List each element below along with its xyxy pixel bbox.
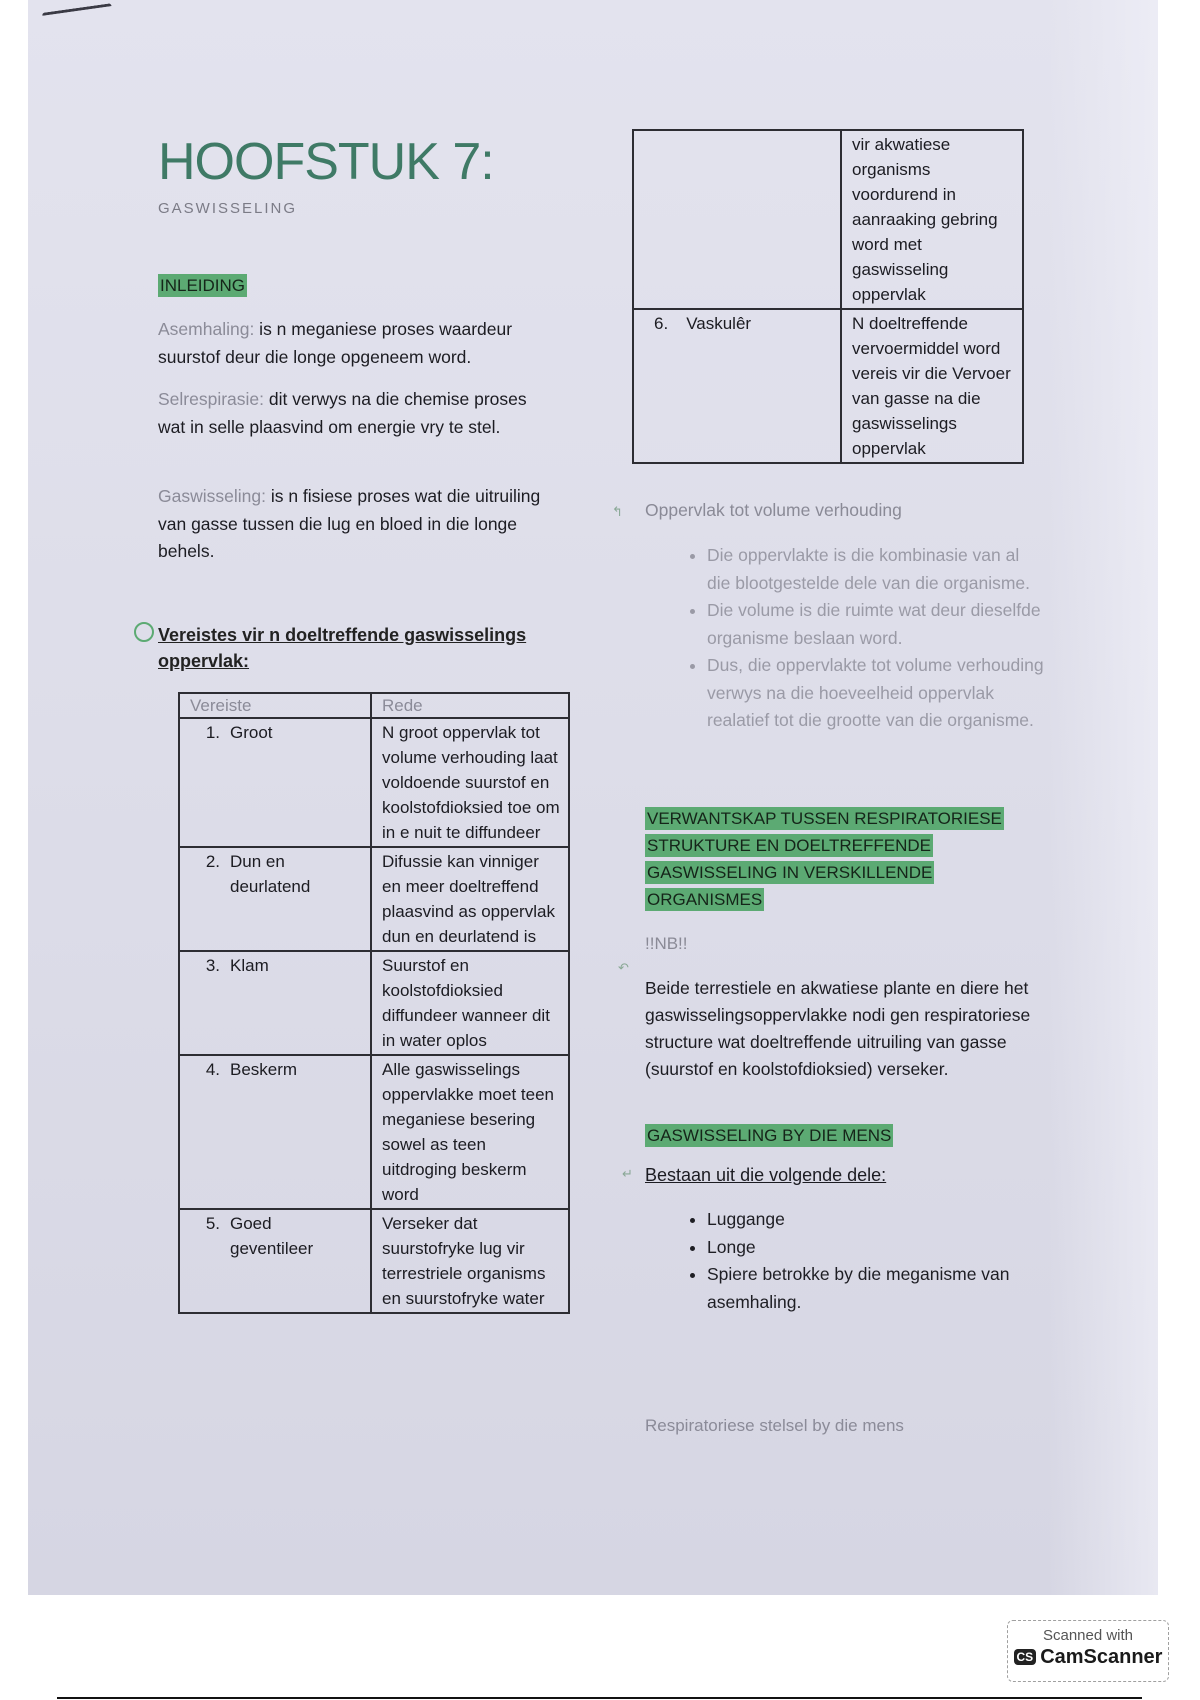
requirement-cell bbox=[633, 130, 841, 309]
reason-cell: N doeltreffende vervoermiddel word vereis vir die Vervoer van gasse na die gaswisselings oppervlak bbox=[841, 309, 1023, 463]
table-row bbox=[179, 847, 569, 951]
reason-cell: Difussie kan vinniger en meer doeltreffend plaasvind as oppervlak dun en deurlatend is bbox=[371, 847, 569, 951]
intro-heading bbox=[158, 272, 247, 299]
requirement-number: 1. bbox=[205, 723, 220, 742]
relation-heading bbox=[645, 805, 1035, 913]
reason-cell: Alle gaswisselings oppervlakke moet teen meganiese besering sowel as teen uitdroging beskerm word bbox=[371, 1055, 569, 1209]
left-column bbox=[158, 120, 578, 561]
chapter-subtitle: GASWISSELING bbox=[158, 200, 298, 217]
relation-heading-line: GASWISSELING IN VERSKILLENDE bbox=[647, 863, 933, 882]
requirement-name: Beskerm bbox=[230, 1060, 298, 1079]
requirement-number: 4. bbox=[205, 1060, 220, 1079]
definition-term: Asemhaling: bbox=[158, 319, 255, 339]
nb-label: !!NB!! bbox=[645, 934, 688, 953]
table-row bbox=[179, 1209, 569, 1313]
requirements-table-continued bbox=[632, 129, 1024, 464]
requirement-name: Klam bbox=[230, 956, 269, 975]
reason-cell: N groot oppervlak tot volume verhouding laat voldoende suurstof en koolstofdioksied toe om in e nuit te diffundeer bbox=[371, 718, 569, 847]
reason-cell: vir akwatiese organisms voordurend in aanraaking gebring word met gaswisseling oppervlak bbox=[841, 130, 1023, 309]
handwritten-mark-1: ↰ bbox=[612, 504, 623, 519]
relation-heading-line: STRUKTURE EN DOELTREFFENDE bbox=[647, 836, 931, 855]
definition-text: is n meganiese proses waardeur suurstof deur die longe opgeneem word. bbox=[158, 319, 513, 367]
parts-list bbox=[645, 1206, 1025, 1316]
requirement-cell bbox=[179, 847, 371, 951]
bottom-rule bbox=[57, 1697, 1142, 1699]
requirement-number: 5. bbox=[205, 1214, 220, 1233]
page-edge-shadow bbox=[1048, 0, 1158, 1595]
requirement-number: 6. bbox=[654, 314, 669, 333]
definition-term: Selrespirasie: bbox=[158, 389, 265, 409]
definition-text: is n fisiese proses wat die uitruiling van gasse tussen die lug en bloed in die longe behels. bbox=[158, 486, 541, 561]
pen-mark bbox=[42, 3, 112, 20]
camscanner-logo-icon: CS bbox=[1014, 1649, 1037, 1665]
requirement-cell bbox=[179, 951, 371, 1055]
handwritten-circle-mark bbox=[134, 622, 154, 642]
human-heading bbox=[645, 1122, 1035, 1149]
parts-section bbox=[645, 1206, 1025, 1316]
human-heading-text: GASWISSELING BY DIE MENS bbox=[647, 1126, 892, 1145]
ratio-points bbox=[645, 542, 1045, 735]
reason-cell: Suurstof en koolstofdioksied diffundeer wanneer dit in water oplos bbox=[371, 951, 569, 1055]
requirement-number: 2. bbox=[205, 852, 220, 871]
requirement-name: Groot bbox=[230, 723, 273, 742]
requirement-number: 3. bbox=[205, 956, 220, 975]
table-header-row bbox=[179, 693, 569, 718]
requirement-cell bbox=[179, 718, 371, 847]
figure-caption: Respiratoriese stelsel by die mens bbox=[645, 1416, 904, 1435]
camscanner-brand-text: CamScanner bbox=[1040, 1646, 1163, 1668]
list-item: • Luggange bbox=[707, 1206, 1025, 1234]
column-header: Vereiste bbox=[179, 693, 371, 718]
relation-heading-line: ORGANISMES bbox=[647, 890, 763, 909]
nb-text: Beide terrestiele en akwatiese plante en diere het gaswisselingsoppervlakke nodi gen respiratoriese structure wat doeltreffende uitruiling van gasse (suurstof en koolstofdioksied) verseker. bbox=[645, 978, 1031, 1079]
definition-asemhaling bbox=[158, 316, 553, 371]
table-row bbox=[633, 130, 1023, 309]
definition-gaswisseling bbox=[158, 483, 553, 566]
list-item: • Spiere betrokke by die meganisme van asemhaling. bbox=[707, 1261, 1025, 1316]
camscanner-brand bbox=[1008, 1646, 1168, 1669]
requirements-table bbox=[178, 692, 570, 1314]
requirement-cell bbox=[179, 1209, 371, 1313]
scanned-with-text: Scanned with bbox=[1042, 1627, 1134, 1644]
list-item: • Die oppervlakte is die kombinasie van al die blootgestelde dele van die organisme. bbox=[707, 542, 1045, 597]
list-item: • Die volume is die ruimte wat deur dieselfde organisme beslaan word. bbox=[707, 597, 1045, 652]
reason-cell: Verseker dat suurstofryke lug vir terrestriele organisms en suurstofryke water bbox=[371, 1209, 569, 1313]
requirement-cell bbox=[179, 1055, 371, 1209]
table-row bbox=[179, 718, 569, 847]
relation-heading-line: VERWANTSKAP TUSSEN RESPIRATORIESE bbox=[647, 809, 1002, 828]
table-row bbox=[179, 1055, 569, 1209]
list-item: • Dus, die oppervlakte tot volume verhouding verwys na die hoeveelheid oppervlak realatief tot die grootte van die organisme. bbox=[707, 652, 1045, 735]
definition-selrespirasie bbox=[158, 386, 553, 441]
definition-term: Gaswisseling: bbox=[158, 486, 266, 506]
camscanner-badge bbox=[1007, 1620, 1169, 1682]
table-row bbox=[179, 951, 569, 1055]
column-header: Rede bbox=[371, 693, 569, 718]
handwritten-mark-2: ↶ bbox=[618, 960, 629, 975]
table-row bbox=[633, 309, 1023, 463]
chapter-title: HOOFSTUK 7: bbox=[158, 133, 494, 191]
requirement-name: Vaskulêr bbox=[686, 314, 752, 333]
ratio-heading: Oppervlak tot volume verhouding bbox=[645, 500, 902, 520]
requirement-cell bbox=[633, 309, 841, 463]
definition-text: dit verwys na die chemise proses wat in selle plaasvind om energie vry te stel. bbox=[158, 389, 527, 437]
handwritten-mark-3: ↵ bbox=[622, 1166, 633, 1181]
intro-heading-text: INLEIDING bbox=[160, 276, 246, 295]
ratio-list bbox=[645, 542, 1045, 735]
parts-heading: Bestaan uit die volgende dele: bbox=[645, 1165, 887, 1185]
requirements-heading: Vereistes vir n doeltreffende gaswisselings oppervlak: bbox=[158, 625, 527, 671]
requirement-name: Goed geventileer bbox=[230, 1214, 314, 1258]
requirement-name: Dun en deurlatend bbox=[230, 852, 311, 896]
list-item: • Longe bbox=[707, 1234, 1025, 1262]
